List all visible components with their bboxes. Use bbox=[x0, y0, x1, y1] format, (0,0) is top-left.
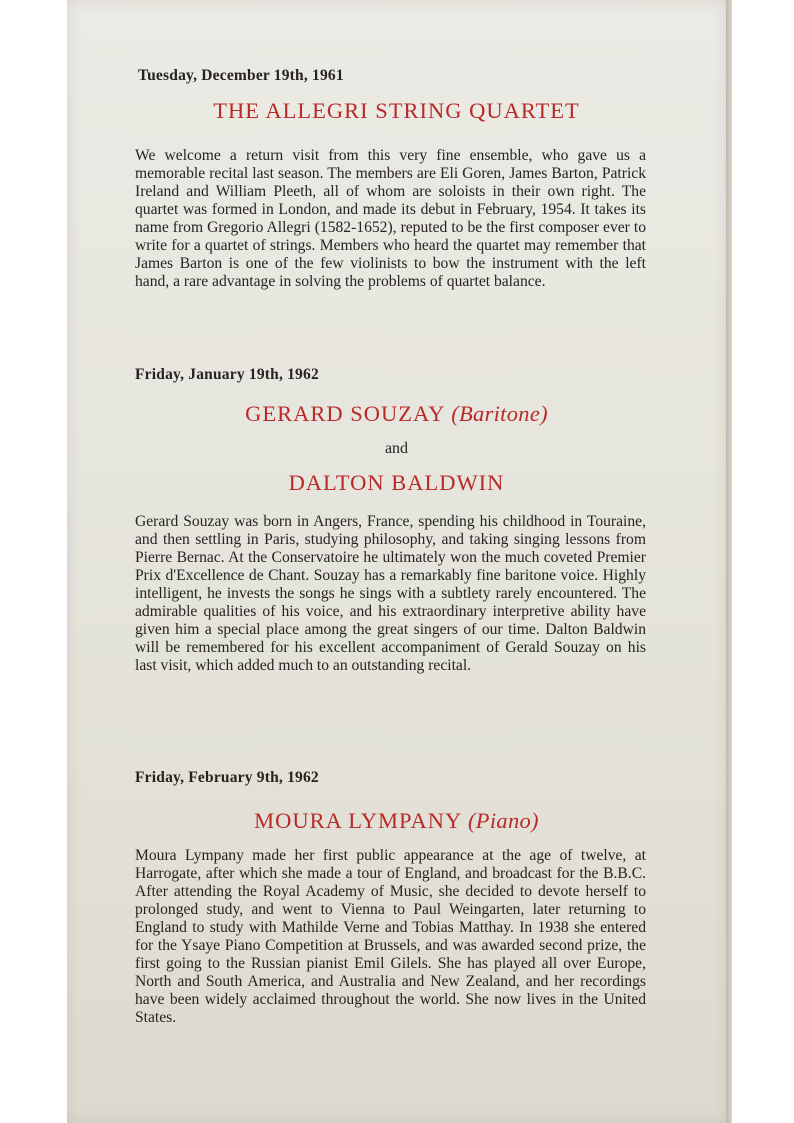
event-date: Tuesday, December 19th, 1961 bbox=[138, 67, 344, 84]
programme-page bbox=[67, 0, 726, 1123]
performer-role: (Piano) bbox=[468, 808, 539, 833]
event-description: We welcome a return visit from this very fine ensemble, who gave us a memorable recital last season. The members are Eli Goren, James Barton, Patrick Ireland and William Pleeth, all of whom are soloists in their own right. The quartet was formed in London, and made its debut in February, 1954. It takes its name from Gregorio Allegri (1582-1652), reputed to be the first composer ever to write for a quartet of strings. Members who heard the quartet may remember that James Barton is one of the few violinists to bow the instrument with the left hand, a rare advantage in solving the problems of quartet balance. bbox=[135, 147, 646, 290]
accompanist-name: DALTON BALDWIN bbox=[288, 470, 505, 495]
event-title: THE ALLEGRI STRING QUARTET bbox=[213, 98, 580, 123]
event-description: Moura Lympany made her first public appearance at the age of twelve, at Harrogate, after which she made a tour of England, and broadcast for the B.B.C. After attending the Royal Academy of Music, she decided to devote herself to prolonged study, and went to Vienna to Paul Weingarten, later returning to England to study with Mathilde Verne and Tobias Matthay. In 1938 she entered for the Ysaye Piano Competition at Brussels, and was awarded second prize, the first going to the Russian pianist Emil Gilels. She has played all over Europe, North and South America, and Australia and New Zealand, and her recordings have been widely acclaimed throughout the world. She now lives in the United States. bbox=[135, 847, 646, 1026]
performer-name: GERARD SOUZAY bbox=[245, 401, 445, 426]
event-description: Gerard Souzay was born in Angers, France, spending his childhood in Touraine, and then settling in Paris, studying philosophy, and taking singing lessons from Pierre Bernac. At the Conservatoire he ultimately won the much coveted Premier Prix d'Excellence de Chant. Souzay has a remarkably fine baritone voice. Highly intelligent, he invests the songs he sings with a subtlety rarely encountered. The admirable qualities of his voice, and his extraordinary interpretive ability have given him a special place among the great singers of our time. Dalton Baldwin will be remembered for his excellent accompaniment of Gerald Souzay on his last visit, which added much to an outstanding recital. bbox=[135, 513, 646, 674]
performer-name: MOURA LYMPANY bbox=[254, 808, 462, 833]
event-title bbox=[67, 808, 726, 834]
performer-role: (Baritone) bbox=[451, 401, 548, 426]
programme-content bbox=[67, 0, 726, 1123]
event-date: Friday, February 9th, 1962 bbox=[135, 769, 319, 786]
page-edge bbox=[726, 0, 732, 1123]
event-date: Friday, January 19th, 1962 bbox=[135, 366, 319, 383]
event-title bbox=[67, 401, 726, 427]
conjunction-text: and bbox=[384, 440, 409, 457]
